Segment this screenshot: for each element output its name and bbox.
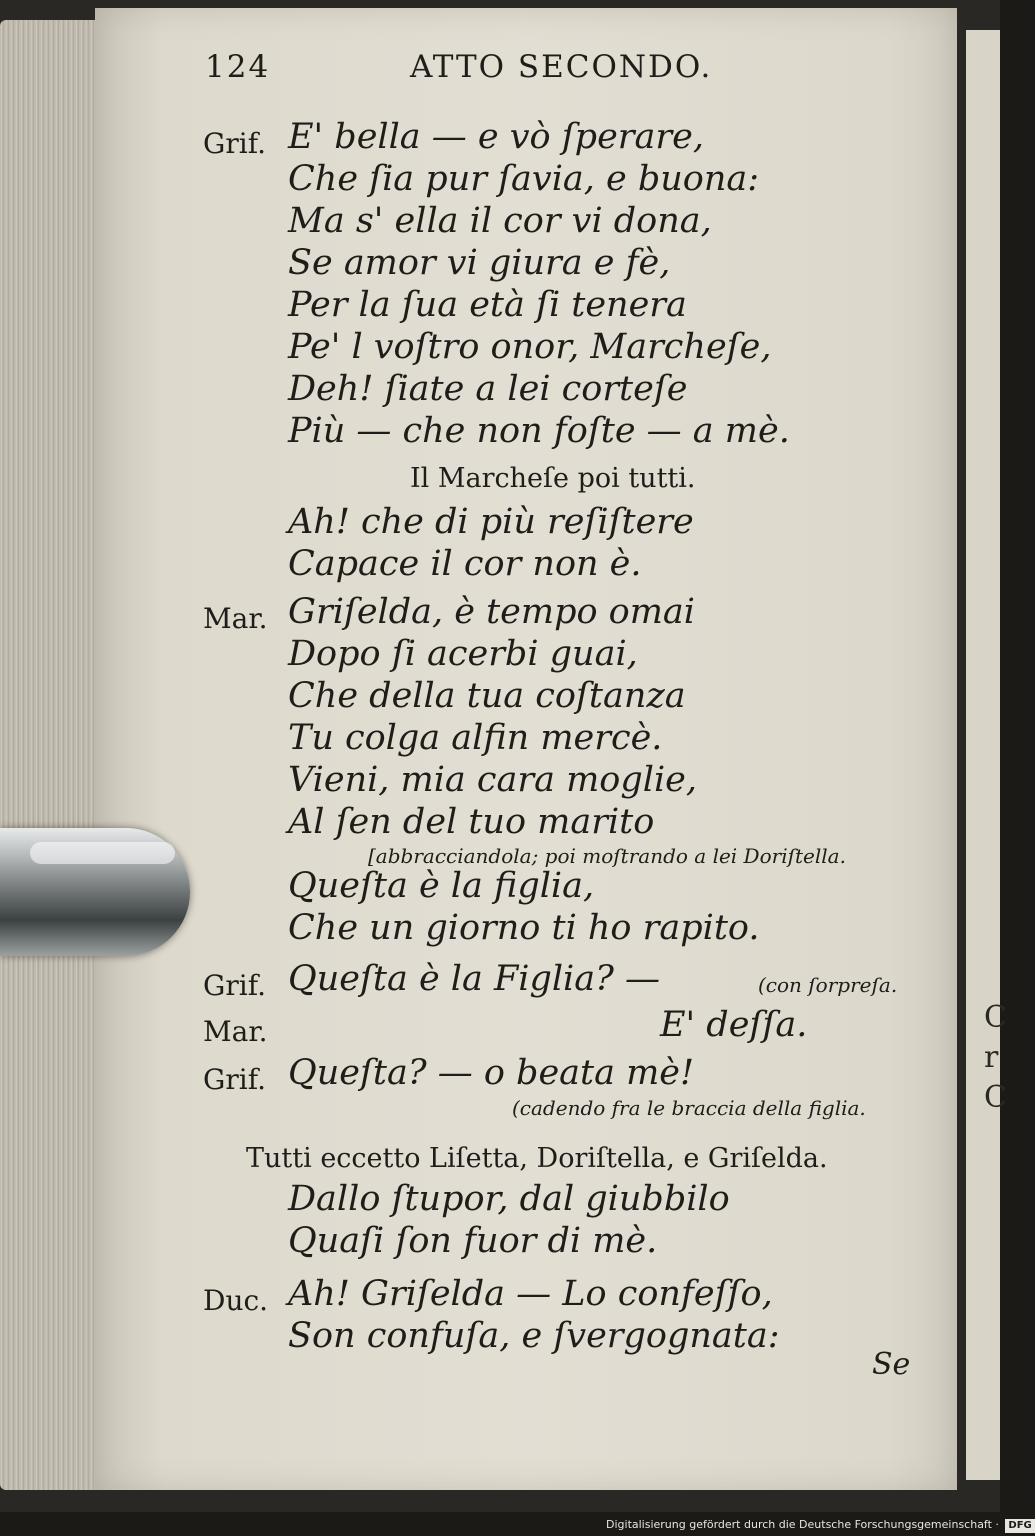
verse-line: Pe' l voſtro onor, Marcheſe, <box>288 327 772 367</box>
verse-line: Più — che non foſte — a mè. <box>288 411 790 451</box>
verse-line: Che ſia pur ſavia, e buona: <box>288 159 760 199</box>
verse-line: Deh! ſiate a lei corteſe <box>288 369 688 409</box>
verse-line: Che della tua coſtanza <box>288 676 686 716</box>
verse-line: Al ſen del tuo marito <box>288 802 655 842</box>
speaker-label: Grif. <box>203 969 266 1002</box>
verse-line: Queſta? — o beata mè! <box>288 1053 695 1093</box>
verse-line: Tu colga alfin mercè. <box>288 718 663 758</box>
digitization-footer <box>606 1514 1032 1536</box>
verse-line: Queſta è la figlia, <box>288 866 595 906</box>
speaker-label: Duc. <box>203 1284 269 1317</box>
verse-line: Vieni, mia cara moglie, <box>288 760 698 800</box>
page-clamp-highlight <box>30 842 175 864</box>
catchword: Se <box>872 1347 911 1382</box>
verse-line: Per la ſua età ſi tenera <box>288 285 687 325</box>
verse-line: Che un giorno ti ho rapito. <box>288 908 760 948</box>
page-edges <box>0 20 110 1490</box>
stage-direction: Il Marcheſe poi tutti. <box>410 463 696 494</box>
verse-line: Se amor vi giura e fè, <box>288 243 671 283</box>
verse-line: Dallo ſtupor, dal giubbilo <box>288 1179 730 1219</box>
page-number: 124 <box>205 49 271 85</box>
facing-page-fragment: C <box>984 1080 1007 1115</box>
facing-page-fragment: r <box>984 1040 999 1075</box>
verse-line: Ma s' ella il cor vi dona, <box>288 201 712 241</box>
speaker-label: Mar. <box>203 1015 268 1048</box>
speaker-label: Grif. <box>203 127 266 160</box>
facing-page-fragment: C <box>984 1000 1007 1035</box>
running-title: ATTO SECONDO. <box>410 49 713 85</box>
speaker-label: Grif. <box>203 1063 266 1096</box>
verse-line: E' bella — e vò ſperare, <box>288 117 704 157</box>
verse-line: Capace il cor non è. <box>288 544 642 584</box>
verse-line: Ah! che di più reſiſtere <box>288 502 694 542</box>
verse-line: Dopo ſi acerbi guai, <box>288 634 638 674</box>
stage-direction: (con ſorpreſa. <box>758 973 898 997</box>
verse-line: Griſelda, è tempo omai <box>288 592 695 632</box>
facing-page-strip <box>966 30 1000 1480</box>
dfg-logo: DFG <box>1005 1519 1034 1533</box>
verse-line: Quaſi ſon fuor di mè. <box>288 1221 658 1261</box>
verse-line: Son confuſa, e ſvergognata: <box>288 1316 780 1356</box>
verse-line: Queſta è la Figlia? — <box>288 959 661 999</box>
stage-direction: (cadendo fra le braccia della figlia. <box>512 1096 866 1120</box>
verse-line: Ah! Griſelda — Lo confeſſo, <box>288 1274 773 1314</box>
stage-direction: Tutti eccetto Liſetta, Doriſtella, e Griſelda. <box>246 1143 828 1174</box>
verse-line: E' deſſa. <box>660 1005 808 1045</box>
stage-direction: [abbracciandola; poi moſtrando a lei Doriſtella. <box>368 844 846 868</box>
footer-text: Digitalisierung gefördert durch die Deutsche Forschungsgemeinschaft · <box>606 1518 999 1531</box>
speaker-label: Mar. <box>203 602 268 635</box>
